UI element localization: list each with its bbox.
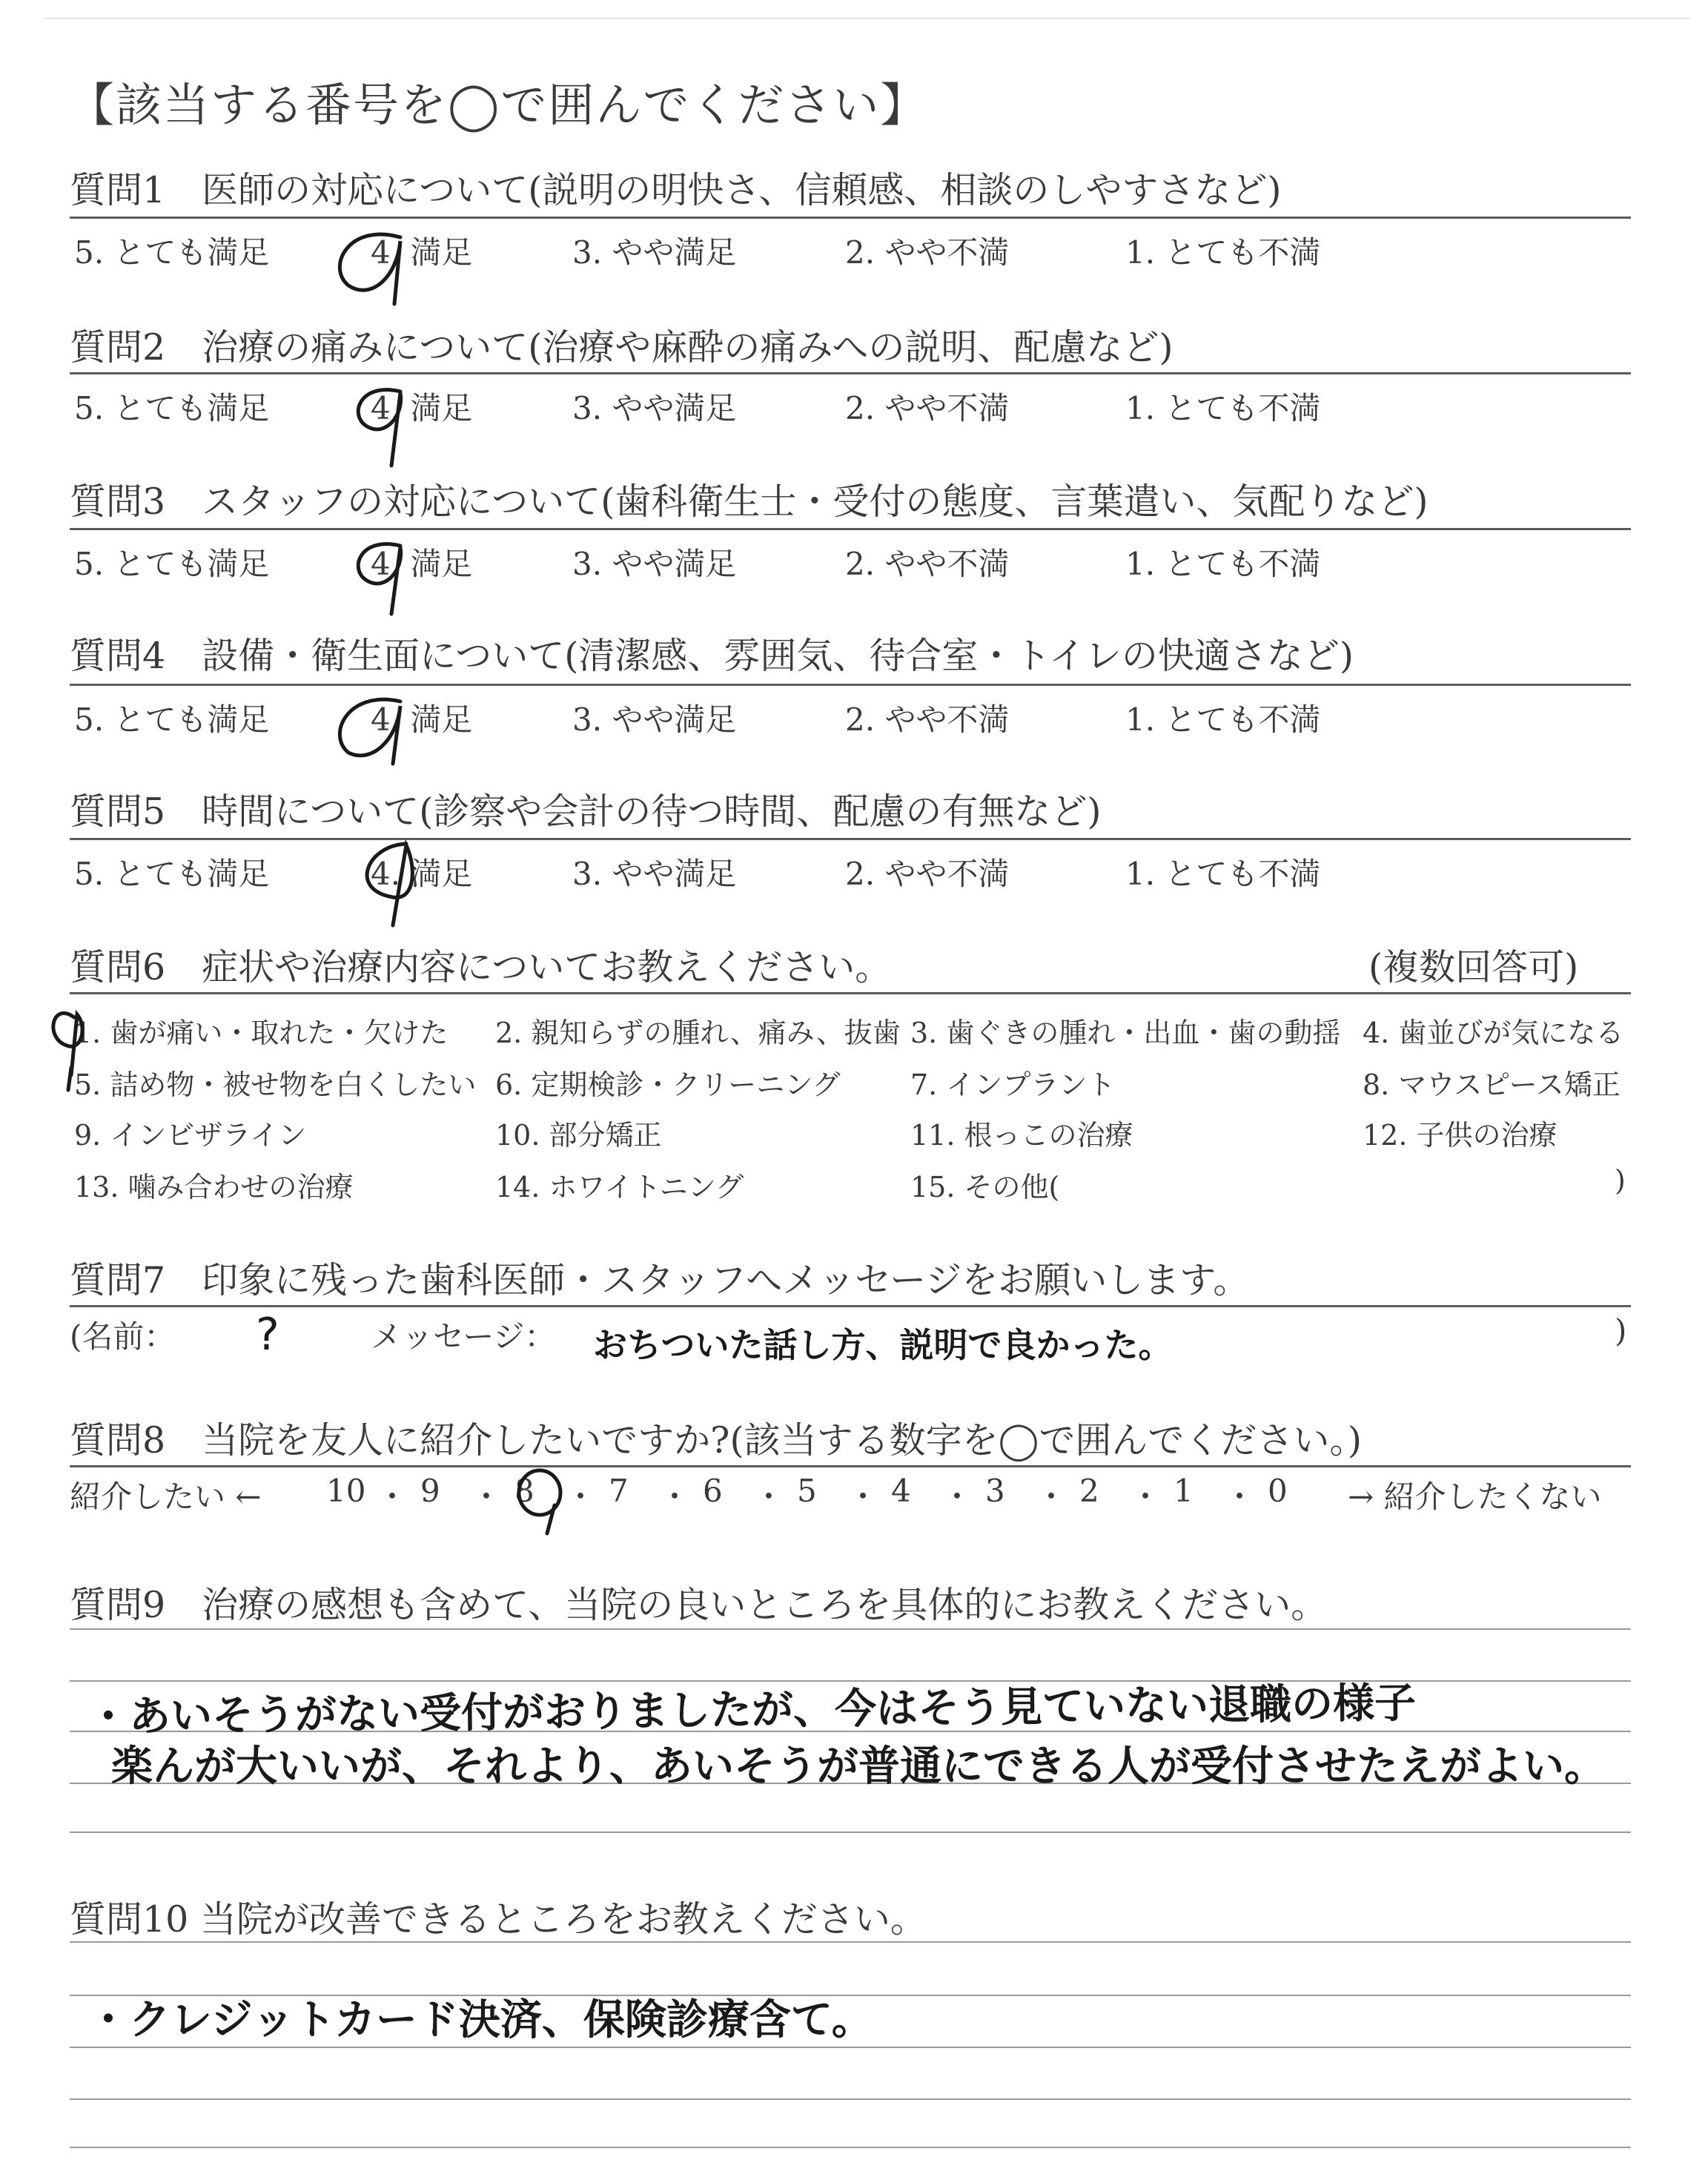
q6-option-1[interactable]: 1. 歯が痛い・取れた・欠けた	[74, 1017, 448, 1049]
question-10-heading: 質問10 当院が改善できるところをお教えください。	[70, 1898, 927, 1941]
q5-option-4[interactable]: 4. 満足	[371, 856, 473, 892]
question-2-heading: 質問2 治療の痛みについて(治療や麻酔の痛みへの説明、配慮など)	[70, 326, 1174, 369]
question-4-rule	[70, 684, 1631, 686]
q2-option-2[interactable]: 2. やや不満	[845, 390, 1010, 426]
q5-option-5[interactable]: 5. とても満足	[74, 856, 270, 892]
q9-line-5	[70, 1832, 1631, 1833]
q6-option-12[interactable]: 12. 子供の治療	[1363, 1119, 1558, 1152]
q7-name-label: (名前：	[70, 1318, 176, 1355]
q8-score-6[interactable]: 6	[703, 1473, 723, 1509]
q6-option-5-mark	[68, 1068, 71, 1090]
q8-score-4[interactable]: 4	[891, 1473, 911, 1509]
question-8-rule	[70, 1465, 1631, 1467]
q8-scale-separator: ・	[377, 1479, 408, 1515]
q2-option-3[interactable]: 3. やや満足	[572, 390, 737, 426]
q10-line-4	[70, 2098, 1631, 2100]
q3-option-3[interactable]: 3. やや満足	[572, 546, 737, 582]
page-title: 【該当する番号を◯で囲んでください】	[68, 78, 928, 132]
q10-answer-line-1[interactable]: ・クレジットカード決済、保険診療含て。	[87, 1996, 873, 2044]
q5-option-1[interactable]: 1. とても不満	[1125, 856, 1321, 892]
q6-option-15-close: )	[1615, 1164, 1626, 1197]
q8-scale-separator: ・	[753, 1479, 785, 1515]
question-6-rule	[70, 992, 1631, 994]
q8-score-8[interactable]: 8	[514, 1473, 534, 1509]
q8-scale-separator: ・	[1130, 1479, 1162, 1515]
question-9-heading: 質問9 治療の感想も含めて、当院の良いところを具体的にお教えください。	[70, 1584, 1328, 1626]
q6-option-5[interactable]: 5. 詰め物・被せ物を白くしたい	[74, 1069, 477, 1101]
q4-option-1[interactable]: 1. とても不満	[1125, 701, 1321, 738]
q6-option-8[interactable]: 8. マウスピース矯正	[1363, 1069, 1621, 1101]
q1-option-5[interactable]: 5. とても満足	[74, 234, 270, 271]
q7-message-label: メッセージ：	[371, 1318, 556, 1355]
question-2-rule	[70, 372, 1631, 374]
q8-score-1[interactable]: 1	[1174, 1473, 1194, 1509]
q2-option-4[interactable]: 4. 満足	[371, 390, 473, 426]
q2-option-5[interactable]: 5. とても満足	[74, 390, 270, 426]
q1-option-2[interactable]: 2. やや不満	[845, 234, 1010, 271]
q8-right-label: → 紹介したくない	[1348, 1479, 1602, 1515]
q7-message-value[interactable]: おちついた話し方、説明で良かった。	[593, 1325, 1173, 1365]
q6-option-11[interactable]: 11. 根っこの治療	[910, 1119, 1133, 1152]
q6-option-14[interactable]: 14. ホワイトニング	[495, 1171, 744, 1203]
q8-left-label: 紹介したい ←	[70, 1479, 262, 1515]
q10-line-5	[70, 2147, 1631, 2148]
q6-option-4[interactable]: 4. 歯並びが気になる	[1363, 1017, 1624, 1049]
q3-option-5[interactable]: 5. とても満足	[74, 546, 270, 582]
question-5-rule	[70, 838, 1631, 840]
q9-answer-line-1[interactable]: ・あいそうがない受付がおりましたが、今はそう見ていない退職の様子	[87, 1679, 1417, 1742]
q1-option-1[interactable]: 1. とても不満	[1125, 234, 1321, 271]
q8-score-10[interactable]: 10	[326, 1473, 366, 1509]
q2-option-1[interactable]: 1. とても不満	[1125, 390, 1321, 426]
q5-option-2[interactable]: 2. やや不満	[845, 856, 1010, 892]
q1-option-3[interactable]: 3. やや満足	[572, 234, 737, 271]
q4-option-3[interactable]: 3. やや満足	[572, 701, 737, 738]
q3-option-4[interactable]: 4. 満足	[371, 546, 473, 582]
question-4-heading: 質問4 設備・衛生面について(清潔感、雰囲気、待合室・トイレの快適さなど)	[70, 635, 1354, 677]
q9-line-1	[70, 1628, 1631, 1630]
q1-option-4[interactable]: 4. 満足	[371, 234, 473, 271]
q4-option-4[interactable]: 4. 満足	[371, 701, 473, 738]
q8-score-9[interactable]: 9	[420, 1473, 440, 1509]
question-3-rule	[70, 528, 1631, 530]
question-8-heading: 質問8 当院を友人に紹介したいですか?(該当する数字を◯で囲んでください。)	[70, 1419, 1363, 1462]
q6-option-15[interactable]: 15. その他(	[910, 1171, 1060, 1203]
q6-option-10[interactable]: 10. 部分矯正	[495, 1119, 662, 1152]
question-6-note: (複数回答可)	[1368, 946, 1579, 988]
q8-circle-tail	[547, 1505, 555, 1533]
q8-score-0[interactable]: 0	[1268, 1473, 1288, 1509]
q10-line-1	[70, 1941, 1631, 1943]
q8-scale-separator: ・	[659, 1479, 691, 1515]
q3-option-1[interactable]: 1. とても不満	[1125, 546, 1321, 582]
q10-line-3	[70, 2047, 1631, 2048]
q6-option-7[interactable]: 7. インプラント	[910, 1069, 1116, 1101]
q4-option-5[interactable]: 5. とても満足	[74, 701, 270, 738]
q6-option-2[interactable]: 2. 親知らずの腫れ、痛み、抜歯	[495, 1017, 901, 1049]
q8-scale-separator: ・	[941, 1479, 973, 1515]
q8-score-5[interactable]: 5	[797, 1473, 817, 1509]
question-7-heading: 質問7 印象に残った歯科医師・スタッフへメッセージをお願いします。	[70, 1259, 1250, 1301]
q4-option-2[interactable]: 2. やや不満	[845, 701, 1010, 738]
q6-option-3[interactable]: 3. 歯ぐきの腫れ・出血・歯の動揺	[910, 1017, 1341, 1049]
question-7-rule	[70, 1305, 1631, 1307]
q8-score-7[interactable]: 7	[609, 1473, 629, 1509]
q6-option-9[interactable]: 9. インビザライン	[74, 1119, 307, 1152]
q6-option-13[interactable]: 13. 噛み合わせの治療	[74, 1171, 354, 1203]
top-border	[44, 18, 1690, 19]
question-3-heading: 質問3 スタッフの対応について(歯科衛生士・受付の態度、言葉遣い、気配りなど)	[70, 480, 1429, 523]
q8-score-2[interactable]: 2	[1079, 1473, 1099, 1509]
q8-score-3[interactable]: 3	[985, 1473, 1005, 1509]
q8-scale-separator: ・	[847, 1479, 879, 1515]
question-6-heading: 質問6 症状や治療内容についてお教えください。	[70, 946, 892, 988]
q3-option-2[interactable]: 2. やや不満	[845, 546, 1010, 582]
q5-option-3[interactable]: 3. やや満足	[572, 856, 737, 892]
question-1-rule	[70, 217, 1631, 219]
question-5-heading: 質問5 時間について(診察や会計の待つ時間、配慮の有無など)	[70, 790, 1102, 833]
q9-answer-line-2[interactable]: 楽んが大いいが、それより、あいそうが普通にできる人が受付させたえがよい。	[111, 1743, 1606, 1791]
q7-close-paren: )	[1615, 1312, 1627, 1349]
q8-scale-separator: ・	[565, 1479, 597, 1515]
q6-option-6[interactable]: 6. 定期検診・クリーニング	[495, 1069, 841, 1101]
q7-name-value[interactable]: ?	[256, 1309, 279, 1361]
question-1-heading: 質問1 医師の対応について(説明の明快さ、信頼感、相談のしやすさなど)	[70, 169, 1282, 211]
q8-scale-separator: ・	[1036, 1479, 1068, 1515]
q8-scale-separator: ・	[471, 1479, 503, 1515]
q8-scale-separator: ・	[1224, 1479, 1256, 1515]
